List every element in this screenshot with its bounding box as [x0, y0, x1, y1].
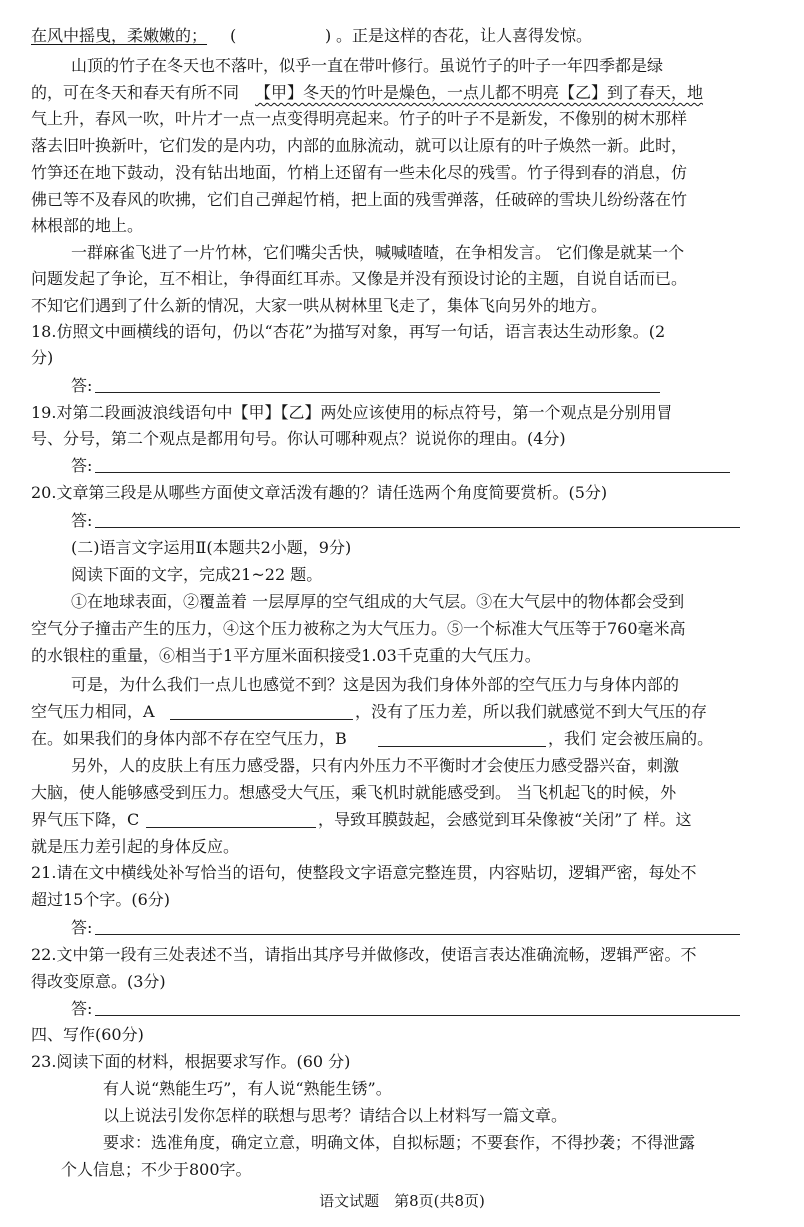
para2-line-6: 佛已等不及春风的吹拂，它们自己弹起竹梢，把上面的残雪弹落，任破碎的雪块儿纷纷落在竹: [31, 190, 688, 209]
passage-p3-line-1: 另外，人的皮肤上有压力感受器，只有内外压力不平衡时才会使压力感受器兴奋，刺激: [71, 756, 680, 775]
q20-answer-line[interactable]: [95, 527, 740, 528]
section-title: (二)语言文字运用Ⅱ(本题共2小题，9分): [71, 538, 352, 557]
q22-answer-label: 答:: [71, 999, 93, 1018]
wavy-underlined-sentence: 【甲】冬天的竹叶是燥色，一点儿都不明亮【乙】到了春天，地: [255, 83, 704, 102]
para2-line-4: 落去旧叶换新叶，它们发的是内功，内部的血脉流动，就可以让原有的叶子焕然一新。此时，: [31, 136, 688, 155]
blank-b[interactable]: [378, 746, 546, 747]
q19-answer-line[interactable]: [95, 472, 730, 473]
para1-rest: 。正是这样的杏花，让人喜得发惊。: [336, 26, 593, 45]
paren-close: ): [325, 26, 332, 45]
paren-open: (: [230, 26, 237, 45]
q22-line-1: 22.文中第一段有三处表述不当，请指出其序号并做修改，使语言表达准确流畅，逻辑严密。不: [31, 945, 697, 964]
q18-line-2: 分): [31, 348, 54, 367]
q19-answer-label: 答:: [71, 456, 93, 475]
para3-line-3: 不知它们遇到了什么新的情况，大家一哄从树林里飞走了，集体飞向另外的地方。: [31, 296, 608, 315]
passage-p1-line-1: ①在地球表面，②覆盖着 一层厚厚的空气组成的大气层。③在大气层中的物体都会受到: [71, 592, 685, 611]
page-footer: 语文试题 第8页(共8页): [319, 1192, 485, 1210]
passage-p1-line-2: 空气分子撞击产生的压力，④这个压力被称之为大气压力。⑤一个标准大气压等于760毫米高: [31, 619, 686, 638]
q20-answer-label: 答:: [71, 511, 93, 530]
q23-prompt: 23.阅读下面的材料，根据要求写作。(60 分): [31, 1052, 351, 1071]
writing-question: 以上说法引发你怎样的联想与思考？请结合以上材料写一篇文章。: [103, 1106, 568, 1125]
writing-title: 四、写作(60分): [31, 1025, 144, 1044]
q21-line-1: 21.请在文中横线处补写恰当的语句，使整段文字语意完整连贯，内容贴切，逻辑严密，每处不: [31, 863, 697, 882]
passage-p2-line-2b: ，没有了压力差，所以我们就感觉不到大气压的存: [355, 702, 708, 721]
q20-line-1: 20.文章第三段是从哪些方面使文章活泼有趣的？请任选两个角度简要赏析。(5分): [31, 483, 608, 502]
q21-answer-line[interactable]: [95, 934, 740, 935]
passage-p2-line-1: 可是，为什么我们一点儿也感觉不到？这是因为我们身体外部的空气压力与身体内部的: [71, 675, 680, 694]
passage-p1-line-3: 的水银柱的重量，⑥相当于1平方厘米面积接受1.03千克重的大气压力。: [31, 646, 541, 665]
q21-answer-label: 答:: [71, 918, 93, 937]
section-instruction: 阅读下面的文字，完成21~22 题。: [71, 565, 323, 584]
passage-p3-line-2: 大脑，使人能够感受到压力。想感受大气压，乘飞机时就能感受到。 当飞机起飞的时候，外: [31, 783, 677, 802]
passage-p3-line-3a: 界气压下降，C: [31, 810, 140, 829]
q19-line-2: 号、分号，第二个观点是都用句号。你认可哪种观点？说说你的理由。(4分): [31, 429, 566, 448]
para2-line-3: 气上升，春风一吹，叶片才一点一点变得明亮起来。竹子的叶子不是新发，不像别的树木那样: [31, 109, 688, 128]
writing-material: 有人说“熟能生巧”，有人说“熟能生锈”。: [103, 1079, 392, 1098]
blank-c[interactable]: [146, 827, 316, 828]
passage-p2-line-3a: 在。如果我们的身体内部不存在空气压力，B: [31, 729, 347, 748]
para2-line-1: 山顶的竹子在冬天也不落叶，似乎一直在带叶修行。虽说竹子的叶子一年四季都是绿: [71, 56, 664, 75]
passage-p2-line-3b: ，我们 定会被压扁的。: [548, 729, 714, 748]
q22-answer-line[interactable]: [95, 1015, 740, 1016]
underlined-sentence: 在风中摇曳，柔嫩嫩的；: [31, 26, 208, 45]
passage-p2-line-2a: 空气压力相同，A: [31, 702, 155, 721]
para2-line-5: 竹笋还在地下鼓动，没有钻出地面，竹梢上还留有一些未化尽的残雪。竹子得到春的消息，仿: [31, 163, 688, 182]
q18-answer-label: 答:: [71, 376, 93, 395]
para3-line-2: 问题发起了争论，互不相让，争得面红耳赤。又像是并没有预设讨论的主题，自说自话而已。: [31, 269, 688, 288]
blank-a[interactable]: [170, 719, 353, 720]
passage-p3-line-4: 就是压力差引起的身体反应。: [31, 837, 240, 856]
para2-line-7: 林根部的地上。: [31, 216, 144, 235]
para3-line-1: 一群麻雀飞进了一片竹林，它们嘴尖舌快，喊喊喳喳，在争相发言。 它们像是就某一个: [71, 243, 685, 262]
writing-requirements-1: 要求：选准角度，确定立意，明确文体，自拟标题；不要套作，不得抄袭；不得泄露: [103, 1133, 696, 1152]
q21-line-2: 超过15个字。(6分): [31, 890, 171, 909]
writing-requirements-2: 个人信息；不少于800字。: [61, 1160, 252, 1179]
q19-line-1: 19.对第二段画波浪线语句中【甲】【乙】两处应该使用的标点符号，第一个观点是分别用冒: [31, 403, 673, 422]
q18-answer-line[interactable]: [95, 392, 660, 393]
para2-line-2a: 的，可在冬天和春天有所不同: [31, 83, 240, 102]
passage-p3-line-3b: ，导致耳膜鼓起，会感觉到耳朵像被“关闭”了 样。这: [318, 810, 692, 829]
q22-line-2: 得改变原意。(3分): [31, 972, 166, 991]
q18-line-1: 18.仿照文中画横线的语句，仍以“杏花”为描写对象，再写一句话，语言表达生动形象。(2: [31, 322, 666, 341]
